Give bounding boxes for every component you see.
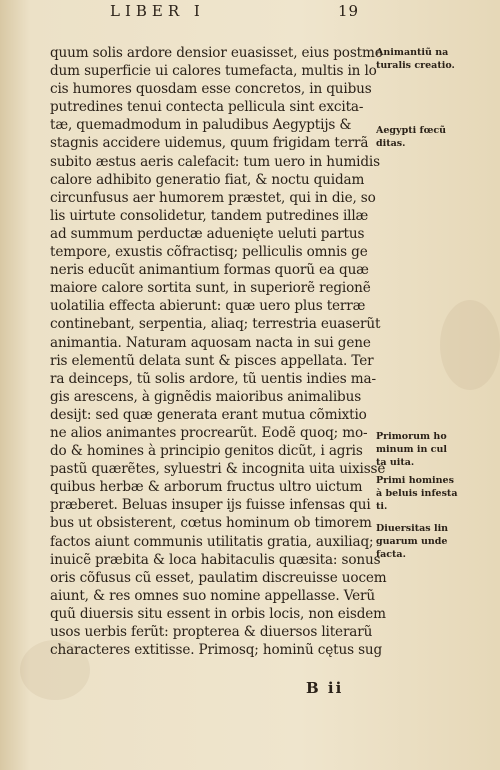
text-line: calore adhibito generatio fiat, & noctu quidam bbox=[50, 171, 365, 188]
text-line: ne alios animantes procrearũt. Eodẽ quoq; mo- bbox=[50, 424, 368, 441]
text-line: ad summum perductæ aduenięte ueluti partus bbox=[50, 225, 365, 242]
text-line: maiore calore sortita sunt, in superiorẽ regionẽ bbox=[50, 280, 371, 297]
margin-note-first-men-beasts bbox=[376, 474, 500, 513]
text-line: usos uerbis ferũt: propterea & diuersos literarũ bbox=[50, 624, 373, 640]
text-line: desijt: sed quæ generata erant mutua cõmixtio bbox=[50, 406, 367, 423]
text-line: continebant, serpentia, aliaq; terrestria euaserũt bbox=[50, 316, 381, 333]
margin-note-line: Primi homines bbox=[376, 475, 454, 486]
text-line: pastũ quærẽtes, syluestri & incognita uita uixisse bbox=[50, 461, 386, 478]
text-line: factos aiunt communis utilitatis gratia, auxiliaq; bbox=[50, 533, 374, 550]
margin-note-line: facta. bbox=[376, 549, 406, 560]
text-line: do & homines à principio genitos dicũt, i agris bbox=[50, 443, 363, 460]
text-line: circunfusus aer humorem præstet, qui in die, so bbox=[50, 189, 376, 206]
margin-note-line: ta uita. bbox=[376, 457, 415, 468]
margin-note-languages bbox=[376, 522, 500, 561]
text-line: quũ diuersis situ essent in orbis locis, non eisdem bbox=[50, 605, 386, 622]
text-line: aiunt, & res omnes suo nomine appellasse. Verũ bbox=[50, 587, 375, 604]
text-line: inuicẽ præbita & loca habitaculis quæsita: sonus bbox=[50, 551, 381, 568]
margin-note-egypt-fertility bbox=[376, 124, 500, 150]
text-line: lis uirtute consolidetur, tandem putredines illæ bbox=[50, 207, 369, 224]
text-line: quibus herbæ & arborum fructus ultro uictum bbox=[50, 479, 363, 496]
text-line: bus ut obsisterent, cœtus hominum ob timorem bbox=[50, 515, 372, 532]
main-text-block bbox=[50, 44, 392, 659]
margin-note-animal-creation bbox=[376, 46, 500, 72]
text-line: oris cõfusus cũ esset, paulatim discreuisse uocem bbox=[50, 569, 387, 586]
margin-note-line: à beluis infesta bbox=[376, 488, 458, 499]
text-line: subito æstus aeris calefacit: tum uero in humidis bbox=[50, 153, 380, 170]
margin-note-line: ti. bbox=[376, 501, 388, 512]
text-line: stagnis accidere uidemus, quum frigidam terrã bbox=[50, 135, 369, 152]
signature-mark: B ii bbox=[306, 679, 344, 697]
folio-number: 19 bbox=[338, 2, 360, 20]
text-line: cis humores quosdam esse concretos, in quibus bbox=[50, 81, 372, 98]
margin-note-line: minum in cul bbox=[376, 444, 447, 455]
text-line: characteres extitisse. Primosq; hominũ cętus sug bbox=[50, 642, 383, 659]
text-line: animantia. Naturam aquosam nacta in sui gene bbox=[50, 334, 371, 351]
margin-note-line: Primorum ho bbox=[376, 431, 447, 442]
margin-note-line: Aegypti fœcũ bbox=[376, 125, 447, 136]
margin-note-line: guarum unde bbox=[376, 536, 448, 547]
text-line: tæ, quemadmodum in paludibus Aegyptijs & bbox=[50, 117, 352, 134]
running-title: LIBER I bbox=[110, 2, 205, 20]
margin-note-first-men-wild-life bbox=[376, 430, 500, 469]
text-line: quum solis ardore densior euasisset, eius postmo bbox=[50, 45, 383, 61]
page-stain bbox=[440, 300, 500, 390]
text-line: uolatilia effecta abierunt: quæ uero plus terræ bbox=[50, 298, 366, 315]
text-line: ris elementũ delata sunt & pisces appellata. Ter bbox=[50, 352, 374, 369]
text-line: ra deinceps, tũ solis ardore, tũ uentis indies ma- bbox=[50, 370, 376, 387]
text-line: tempore, exustis cõfractisq; pelliculis omnis ge bbox=[50, 244, 368, 261]
text-line: putredines tenui contecta pellicula sint excita- bbox=[50, 99, 364, 116]
text-line: gis arescens, à gignẽdis maioribus animalibus bbox=[50, 388, 362, 405]
margin-note-line: Diuersitas lin bbox=[376, 523, 449, 534]
text-line: præberet. Beluas insuper ijs fuisse infensas qui bbox=[50, 497, 371, 514]
page-header bbox=[110, 2, 390, 22]
text-line: neris educũt animantium formas quorũ ea quæ bbox=[50, 262, 369, 279]
margin-note-line: turalis creatio. bbox=[376, 60, 455, 71]
text-line: dum superficie ui calores tumefacta, multis in lo bbox=[50, 63, 377, 80]
margin-note-line: Animantiũ na bbox=[376, 47, 449, 58]
margin-note-line: ditas. bbox=[376, 138, 406, 149]
